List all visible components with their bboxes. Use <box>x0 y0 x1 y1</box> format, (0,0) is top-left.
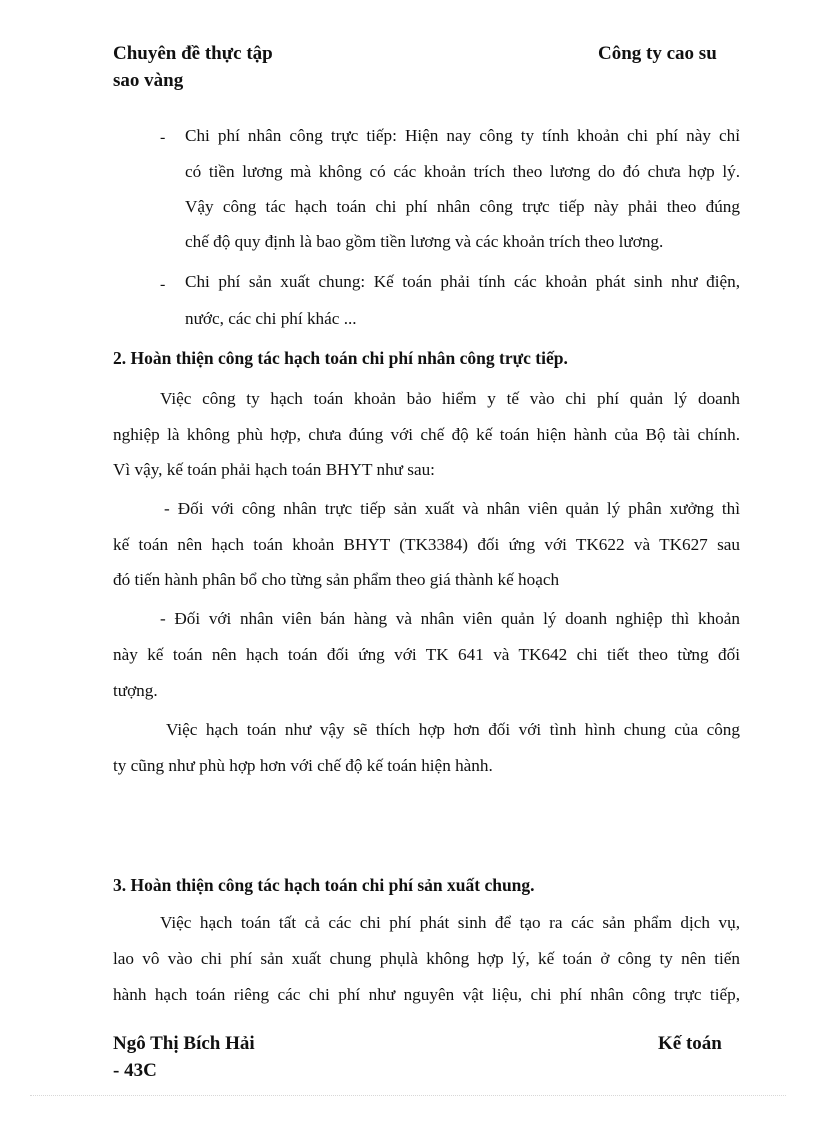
section-2-para-1-line-2: nghiệp là không phù hợp, chưa đúng với chế độ kế toán hiện hành của Bộ tài chính. <box>113 425 740 444</box>
section-3-para-1-line-1: Việc hạch toán tất cả các chi phí phát sinh để tạo ra các sản phẩm dịch vụ, <box>160 913 740 932</box>
bullet-2-line-1: Chi phí sản xuất chung: Kế toán phải tính các khoản phát sinh như điện, <box>185 272 740 291</box>
section-2-para-3-line-3: tượng. <box>113 681 158 700</box>
bullet-1-line-2: có tiền lương mà không có các khoản trích theo lương do đó chưa hợp lý. <box>185 162 740 181</box>
bullet-1-line-3: Vậy công tác hạch toán chi phí nhân công trực tiếp này phải theo đúng <box>185 197 740 216</box>
section-2-para-2-line-1: - Đối với công nhân trực tiếp sản xuất và nhân viên quản lý phân xưởng thì <box>164 499 740 518</box>
header-title-left: Chuyên đề thực tập <box>113 43 273 64</box>
section-2-para-1-line-1: Việc công ty hạch toán khoản bảo hiểm y tế vào chi phí quản lý doanh <box>160 389 740 408</box>
bullet-1-line-4: chế độ quy định là bao gồm tiền lương và các khoản trích theo lương. <box>185 232 664 251</box>
header-company: Công ty cao su <box>598 43 717 64</box>
section-3-para-1-line-3: hành hạch toán riêng các chi phí như nguyên vật liệu, chi phí nhân công trực tiếp, <box>113 985 740 1004</box>
footer-author: Ngô Thị Bích Hải <box>113 1033 255 1054</box>
bullet-marker: - <box>160 129 166 146</box>
bullet-1-line-1: Chi phí nhân công trực tiếp: Hiện nay công ty tính khoản chi phí này chỉ <box>185 126 740 145</box>
section-2-para-2-line-3: đó tiến hành phân bổ cho từng sản phẩm theo giá thành kế hoạch <box>113 570 560 589</box>
section-3-heading: 3. Hoàn thiện công tác hạch toán chi phí sản xuất chung. <box>113 875 535 895</box>
footer-class: - 43C <box>113 1060 157 1081</box>
section-2-para-2-line-2: kế toán nên hạch toán khoản BHYT (TK3384) đối ứng với TK622 và TK627 sau <box>113 535 740 554</box>
section-2-para-3-line-1: - Đối với nhân viên bán hàng và nhân viên quản lý doanh nghiệp thì khoản <box>160 609 740 628</box>
section-2-para-4-line-1: Việc hạch toán như vậy sẽ thích hợp hơn đối với tình hình chung của công <box>166 720 740 739</box>
section-2-para-4-line-2: ty cũng như phù hợp hơn với chế độ kế toán hiện hành. <box>113 756 493 775</box>
section-2-heading: 2. Hoàn thiện công tác hạch toán chi phí nhân công trực tiếp. <box>113 348 568 368</box>
page-bottom-divider <box>30 1095 786 1096</box>
header-title-left-cont: sao vàng <box>113 70 184 91</box>
footer-department: Kế toán <box>658 1033 722 1054</box>
bullet-marker: - <box>160 276 166 293</box>
section-2-para-1-line-3: Vì vậy, kế toán phải hạch toán BHYT như sau: <box>113 460 435 479</box>
bullet-2-line-2: nước, các chi phí khác ... <box>185 309 357 328</box>
section-3-para-1-line-2: lao vô vào chi phí sản xuất chung phụlà không hợp lý, kế toán ở công ty nên tiến <box>113 949 740 968</box>
section-2-para-3-line-2: này kế toán nên hạch toán đối ứng với TK 641 và TK642 chi tiết theo từng đối <box>113 645 740 664</box>
